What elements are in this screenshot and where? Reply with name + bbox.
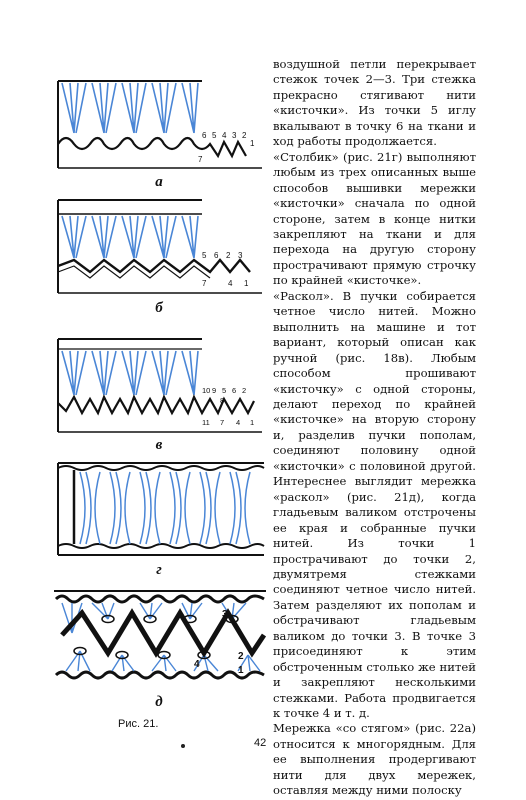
panel-v-drawing: [52, 337, 266, 437]
point-label: 7: [220, 418, 225, 427]
point-label: 6: [202, 131, 207, 140]
paragraph: воздушной петли перекрывает стежок точек 2—3. Три стежка прекрасно стягивают нити «кисточки». Из точки 5 иглу вкалывают в точку 6 на ткани и ход работы продолжается.: [273, 57, 476, 149]
point-label: 6: [214, 251, 219, 260]
panel-b: [52, 198, 266, 298]
point-label: 1: [238, 665, 244, 676]
point-label: 5: [212, 131, 217, 140]
panel-v: [52, 337, 266, 437]
panel-b-drawing: [52, 198, 266, 298]
figure-caption: Рис. 21.: [118, 718, 159, 730]
point-label: 3: [232, 131, 237, 140]
panel-a: [52, 78, 266, 173]
point-label: 8: [220, 396, 225, 405]
panel-b-label: б: [155, 300, 163, 316]
point-label: 3: [238, 251, 243, 260]
body-text: [273, 57, 476, 799]
panel-a-drawing: [52, 78, 266, 173]
panel-d: [52, 589, 266, 689]
bullet-dot: [181, 744, 185, 748]
paragraph: «Столбик» (рис. 21г) выполняют любым из трех описанных выше способов вышивки мережки «кисточки» сначала по одной стороне, затем в конце нитки закрепляют на ткани и для перехода на другую сторону прострачивают прямую строчку по крайней «кисточке».: [273, 149, 476, 288]
panel-v-label: в: [155, 437, 163, 453]
panel-g-label: г: [156, 562, 162, 578]
panel-g: [52, 460, 266, 560]
panel-d-drawing: [52, 589, 266, 689]
point-label: 1: [250, 139, 255, 148]
page-number: 42: [254, 737, 267, 749]
point-label: 4: [194, 659, 200, 670]
point-label: 2: [238, 651, 244, 662]
point-label: 2: [226, 251, 231, 260]
panel-a-label: а: [155, 174, 163, 190]
paragraph: «Раскол». В пучки собирается четное число нитей. Можно выполнить на машине и тот вариант, который описан как ручной (рис. 18в). Любым способом прошивают «кисточку» с одной стороны, делают переход по крайней «кисточке» на вторую сторону и, разделив пучки пополам, соединяют половину одной «кисточки» с половиной другой. Интереснее выглядит мережка «раскол» (рис. 21д), когда гладьевым валиком отстрочены ее края и собранные пучки нитей. Из точки 1 прострачивают до точки 2, двумятремя стежками соединяют четное число нитей. Затем разделяют их пополам и обстрачивают гладьевым валиком до точки 3. В точке 3 присоединяют к этим обстроченным столько же нитей и закрепляют несколькими стежками. Работа продвигается к точке 4 и т. д.: [273, 288, 476, 721]
point-label: 4: [228, 279, 233, 288]
point-label: 11: [202, 418, 210, 427]
point-label: 7: [198, 155, 203, 164]
point-label: 7: [202, 279, 207, 288]
point-label: 4: [236, 418, 241, 427]
point-label: 1: [244, 279, 249, 288]
paragraph: Мережка «со стягом» (рис. 22а) относится к многорядным. Для ее выполнения продергивают нити для двух мережек, оставляя между ними полоску: [273, 721, 476, 798]
point-label: 5: [222, 386, 227, 395]
point-label: 2: [242, 131, 247, 140]
point-label: 6: [232, 386, 237, 395]
panel-d-label: д: [155, 694, 163, 710]
panel-g-drawing: [52, 460, 266, 560]
point-label: 4: [222, 131, 227, 140]
point-label: 3: [222, 609, 228, 620]
point-label: 10: [202, 386, 211, 395]
point-label: 2: [242, 386, 247, 395]
point-label: 9: [212, 386, 217, 395]
point-label: 1: [250, 418, 255, 427]
point-label: 5: [202, 251, 207, 260]
